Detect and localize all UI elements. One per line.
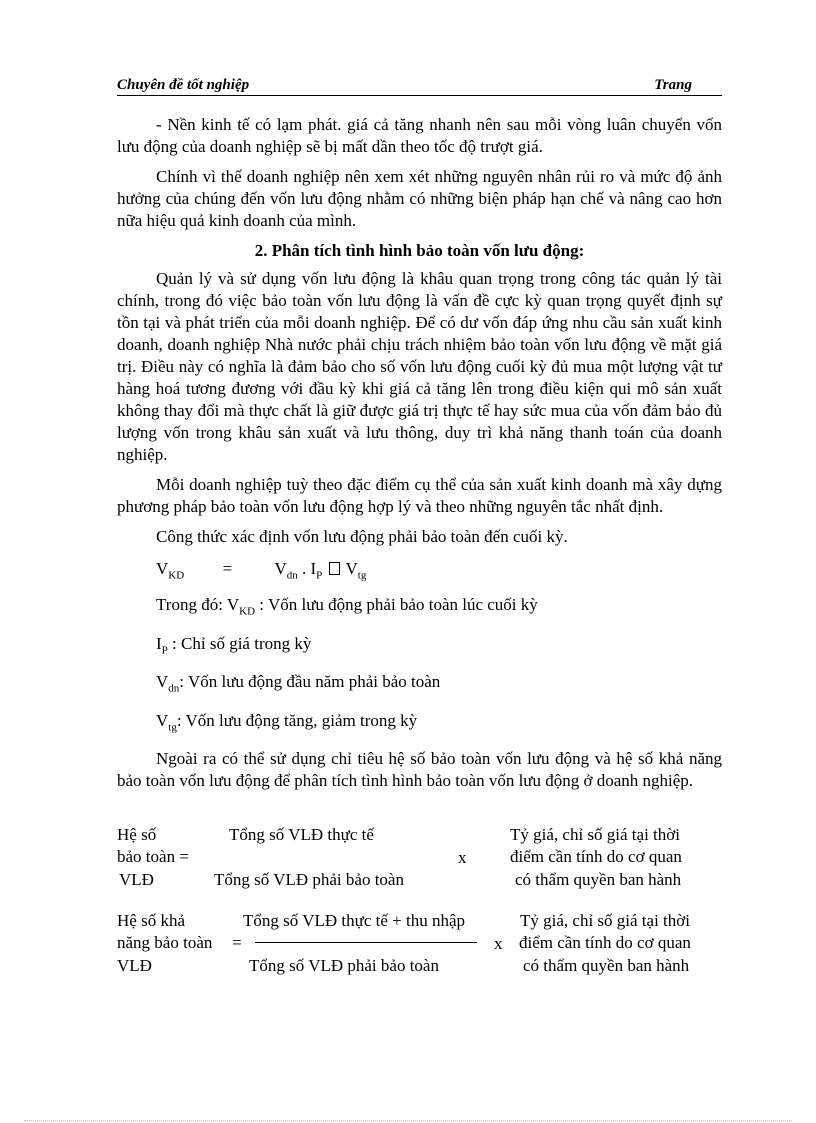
page-header (117, 77, 722, 96)
definition-vtg: $V_{tg}$: Vốn lưu động tăng, giảm trong kỳ (156, 710, 418, 733)
page-bottom-border (24, 1120, 792, 1121)
definition-vdn: $V_{dn}$: Vốn lưu động đầu năm phải bảo toàn (156, 672, 441, 695)
paragraph-risk: Chính vì thế doanh nghiệp nên xem xét những nguyên nhân rủi ro và mức độ ảnh hưởng của chúng đến vốn lưu động nhằm có những biện pháp hạn chế và nâng cao hơn nữa hiệu quả kinh doanh của mình. (117, 167, 722, 230)
ratio-preservation-capability: Hệ số khả năng bảo toàn = VLĐ Tổng số VLĐ thực tế + thu nhập Tổng số VLĐ phải bảo toàn x Tỷ giá, chỉ số giá tại thời điểm cần tính do cơ quan có thẩm quyền ban hành (117, 911, 691, 975)
section-heading: 2. Phân tích tình hình bảo toàn vốn lưu động: (254, 241, 585, 260)
operator-box-icon (329, 562, 340, 575)
fraction-line (255, 942, 477, 943)
paragraph-method: Mỗi doanh nghiệp tuỳ theo đặc điểm cụ thể của sản xuất kinh doanh mà xây dựng phương pháp bảo toàn vốn lưu động hợp lý và theo những nguyên tắc nhất định. (117, 475, 722, 516)
ratio2-numerator: Tổng số VLĐ thực tế + thu nhập (243, 911, 465, 930)
ratio2-denominator: Tổng số VLĐ phải bảo toàn (249, 956, 439, 975)
paragraph-management: Quản lý và sử dụng vốn lưu động là khâu quan trọng trong công tác quản lý tài chính, trong đó việc bảo toàn vốn lưu động là vấn đề cực kỳ quan trọng quyết định sự tồn tại và phát triển của mỗi doanh nghiệp. Để có dư vốn đáp ứng nhu cầu sản xuất kinh doanh, doanh nghiệp Nhà nước phải chịu trách nhiệm bảo toàn vốn lưu động về mặt giá trị. Điều này có nghĩa là đảm bảo cho số vốn lưu động cuối kỳ đủ mua một lượng vật tư hàng hoá tương đương với đầu kỳ khi giá cả tăng lên trong điều kiện qui mô sản xuất không thay đổi mà thực chất là giữ được giá trị thực tế hay sức mua của vốn đảm bảo đủ lượng vốn trong khâu sản xuất và lưu thông, duy trì khả năng thanh toán của doanh nghiệp. (117, 269, 722, 464)
header-title: Chuyên đề tốt nghiệp (117, 77, 250, 93)
body-text (117, 114, 722, 800)
definition-vkd: Trong đó: $V_{KD}$ : Vốn lưu động phải bảo toàn lúc cuối kỳ (156, 595, 538, 618)
ratio1-numerator: Tổng số VLĐ thực tế (229, 825, 374, 844)
ratio1-denominator: Tổng số VLĐ phải bảo toàn (214, 870, 404, 889)
paragraph-ratios: Ngoài ra có thể sử dụng chỉ tiêu hệ số bảo toàn vốn lưu động và hệ số khả năng bảo toàn vốn lưu động để phân tích tình hình bảo toàn vốn lưu động ở doanh nghiệp. (117, 748, 722, 790)
formula-vkd: $V_{KD} = V_{dn}$ . $I_P$ $V_{tg}$ (156, 559, 367, 582)
paragraph-inflation: - Nền kinh tế có lạm phát. giá cả tăng nhanh nên sau mỗi vòng luân chuyển vốn lưu động của doanh nghiệp sẽ bị mất dần theo tốc độ trượt giá. (117, 115, 722, 156)
ratio1-multiply: x (458, 848, 467, 867)
ratio-preservation: Hệ số bảo toàn = VLĐ Tổng số VLĐ thực tế Tổng số VLĐ phải bảo toàn x Tỷ giá, chỉ số giá tại thời điểm cần tính do cơ quan có thẩm quyền ban hành (117, 825, 682, 889)
formula-intro: Công thức xác định vốn lưu động phải bảo toàn đến cuối kỳ. (156, 527, 568, 546)
ratio2-multiply: x (494, 934, 503, 953)
definition-ip: $I_P$ : Chỉ số giá trong kỳ (156, 633, 312, 657)
header-page-label: Trang (654, 77, 692, 93)
